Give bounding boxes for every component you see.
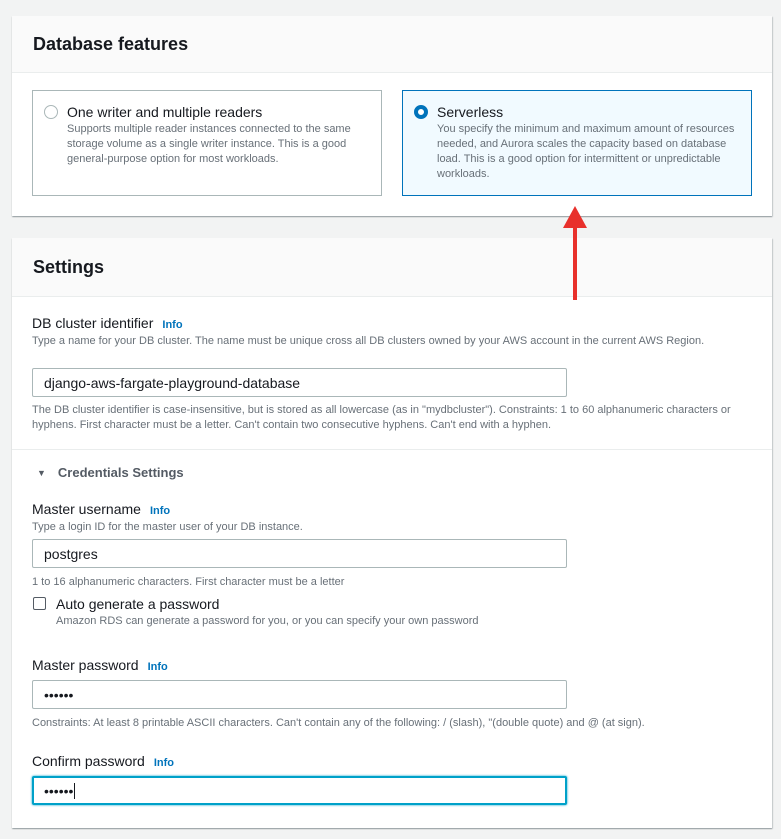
credentials-settings-title: Credentials Settings <box>57 465 184 480</box>
db-cluster-identifier-description: Type a name for your DB cluster. The name must be unique cross all DB clusters owned by your AWS account in the current AWS Region. <box>32 335 705 347</box>
option-one-writer-description: Supports multiple reader instances connected to the same storage volume as a single writer instance. This is a good general-purpose option for most workloads. <box>67 123 351 165</box>
master-password-input[interactable] <box>32 680 567 709</box>
db-cluster-identifier-constraints: The DB cluster identifier is case-insensitive, but is stored as all lowercase (as in "mydbcluster"). Constraints: 1 to 60 alphanumeric characters or hyphens. First character must be a letter. Can't contain two consecutive hyphens. Can't end with a hyphen. <box>32 404 731 431</box>
master-username-constraints: 1 to 16 alphanumeric characters. First character must be a letter <box>32 576 345 588</box>
master-password-label-row <box>32 657 168 673</box>
db-cluster-identifier-input[interactable] <box>32 368 567 397</box>
credentials-divider <box>12 449 772 450</box>
option-one-writer-multiple-readers[interactable] <box>32 90 382 196</box>
confirm-password-label-row <box>32 753 174 769</box>
master-password-value: •••••• <box>44 686 74 703</box>
master-username-value: postgres <box>44 545 98 562</box>
master-password-constraints: Constraints: At least 8 printable ASCII characters. Can't contain any of the following: / (slash), "(double quote) and @ (at sign). <box>32 717 645 729</box>
settings-title: Settings <box>12 238 772 297</box>
master-username-label: Master username <box>32 501 141 517</box>
master-username-info-link[interactable]: Info <box>149 505 171 517</box>
radio-serverless[interactable] <box>414 105 428 119</box>
db-cluster-identifier-value: django-aws-fargate-playground-database <box>44 374 301 391</box>
auto-generate-password-label[interactable]: Auto generate a password <box>56 596 220 612</box>
database-features-title: Database features <box>12 16 772 73</box>
master-username-input[interactable] <box>32 539 567 568</box>
settings-panel <box>12 238 772 828</box>
db-cluster-identifier-label: DB cluster identifier <box>32 315 154 331</box>
auto-generate-password-description: Amazon RDS can generate a password for you, or you can specify your own password <box>56 615 479 627</box>
option-serverless-description: You specify the minimum and maximum amount of resources needed, and Aurora scales the capacity based on database load. This is a good option for intermittent or unpredictable workloads. <box>437 123 735 180</box>
auto-generate-password-checkbox[interactable] <box>33 597 46 610</box>
master-password-info-link[interactable]: Info <box>147 661 168 673</box>
master-username-label-row <box>32 501 170 517</box>
db-cluster-identifier-info-link[interactable]: Info <box>162 319 183 331</box>
text-cursor <box>74 783 75 799</box>
caret-down-icon: ▼ <box>37 467 46 478</box>
confirm-password-info-link[interactable]: Info <box>153 757 174 769</box>
option-one-writer-label: One writer and multiple readers <box>67 104 263 120</box>
db-cluster-identifier-label-row <box>32 315 183 331</box>
database-features-panel <box>12 16 772 216</box>
master-password-label: Master password <box>32 657 139 673</box>
annotation-arrow-up-icon <box>560 204 590 302</box>
master-username-description: Type a login ID for the master user of your DB instance. <box>32 521 303 533</box>
option-serverless[interactable] <box>402 90 752 196</box>
confirm-password-label: Confirm password <box>32 753 145 769</box>
confirm-password-value: •••••• <box>44 782 74 799</box>
confirm-password-input[interactable] <box>32 776 567 805</box>
option-serverless-label: Serverless <box>437 104 504 120</box>
credentials-settings-toggle[interactable] <box>37 465 184 480</box>
radio-one-writer[interactable] <box>44 105 58 119</box>
